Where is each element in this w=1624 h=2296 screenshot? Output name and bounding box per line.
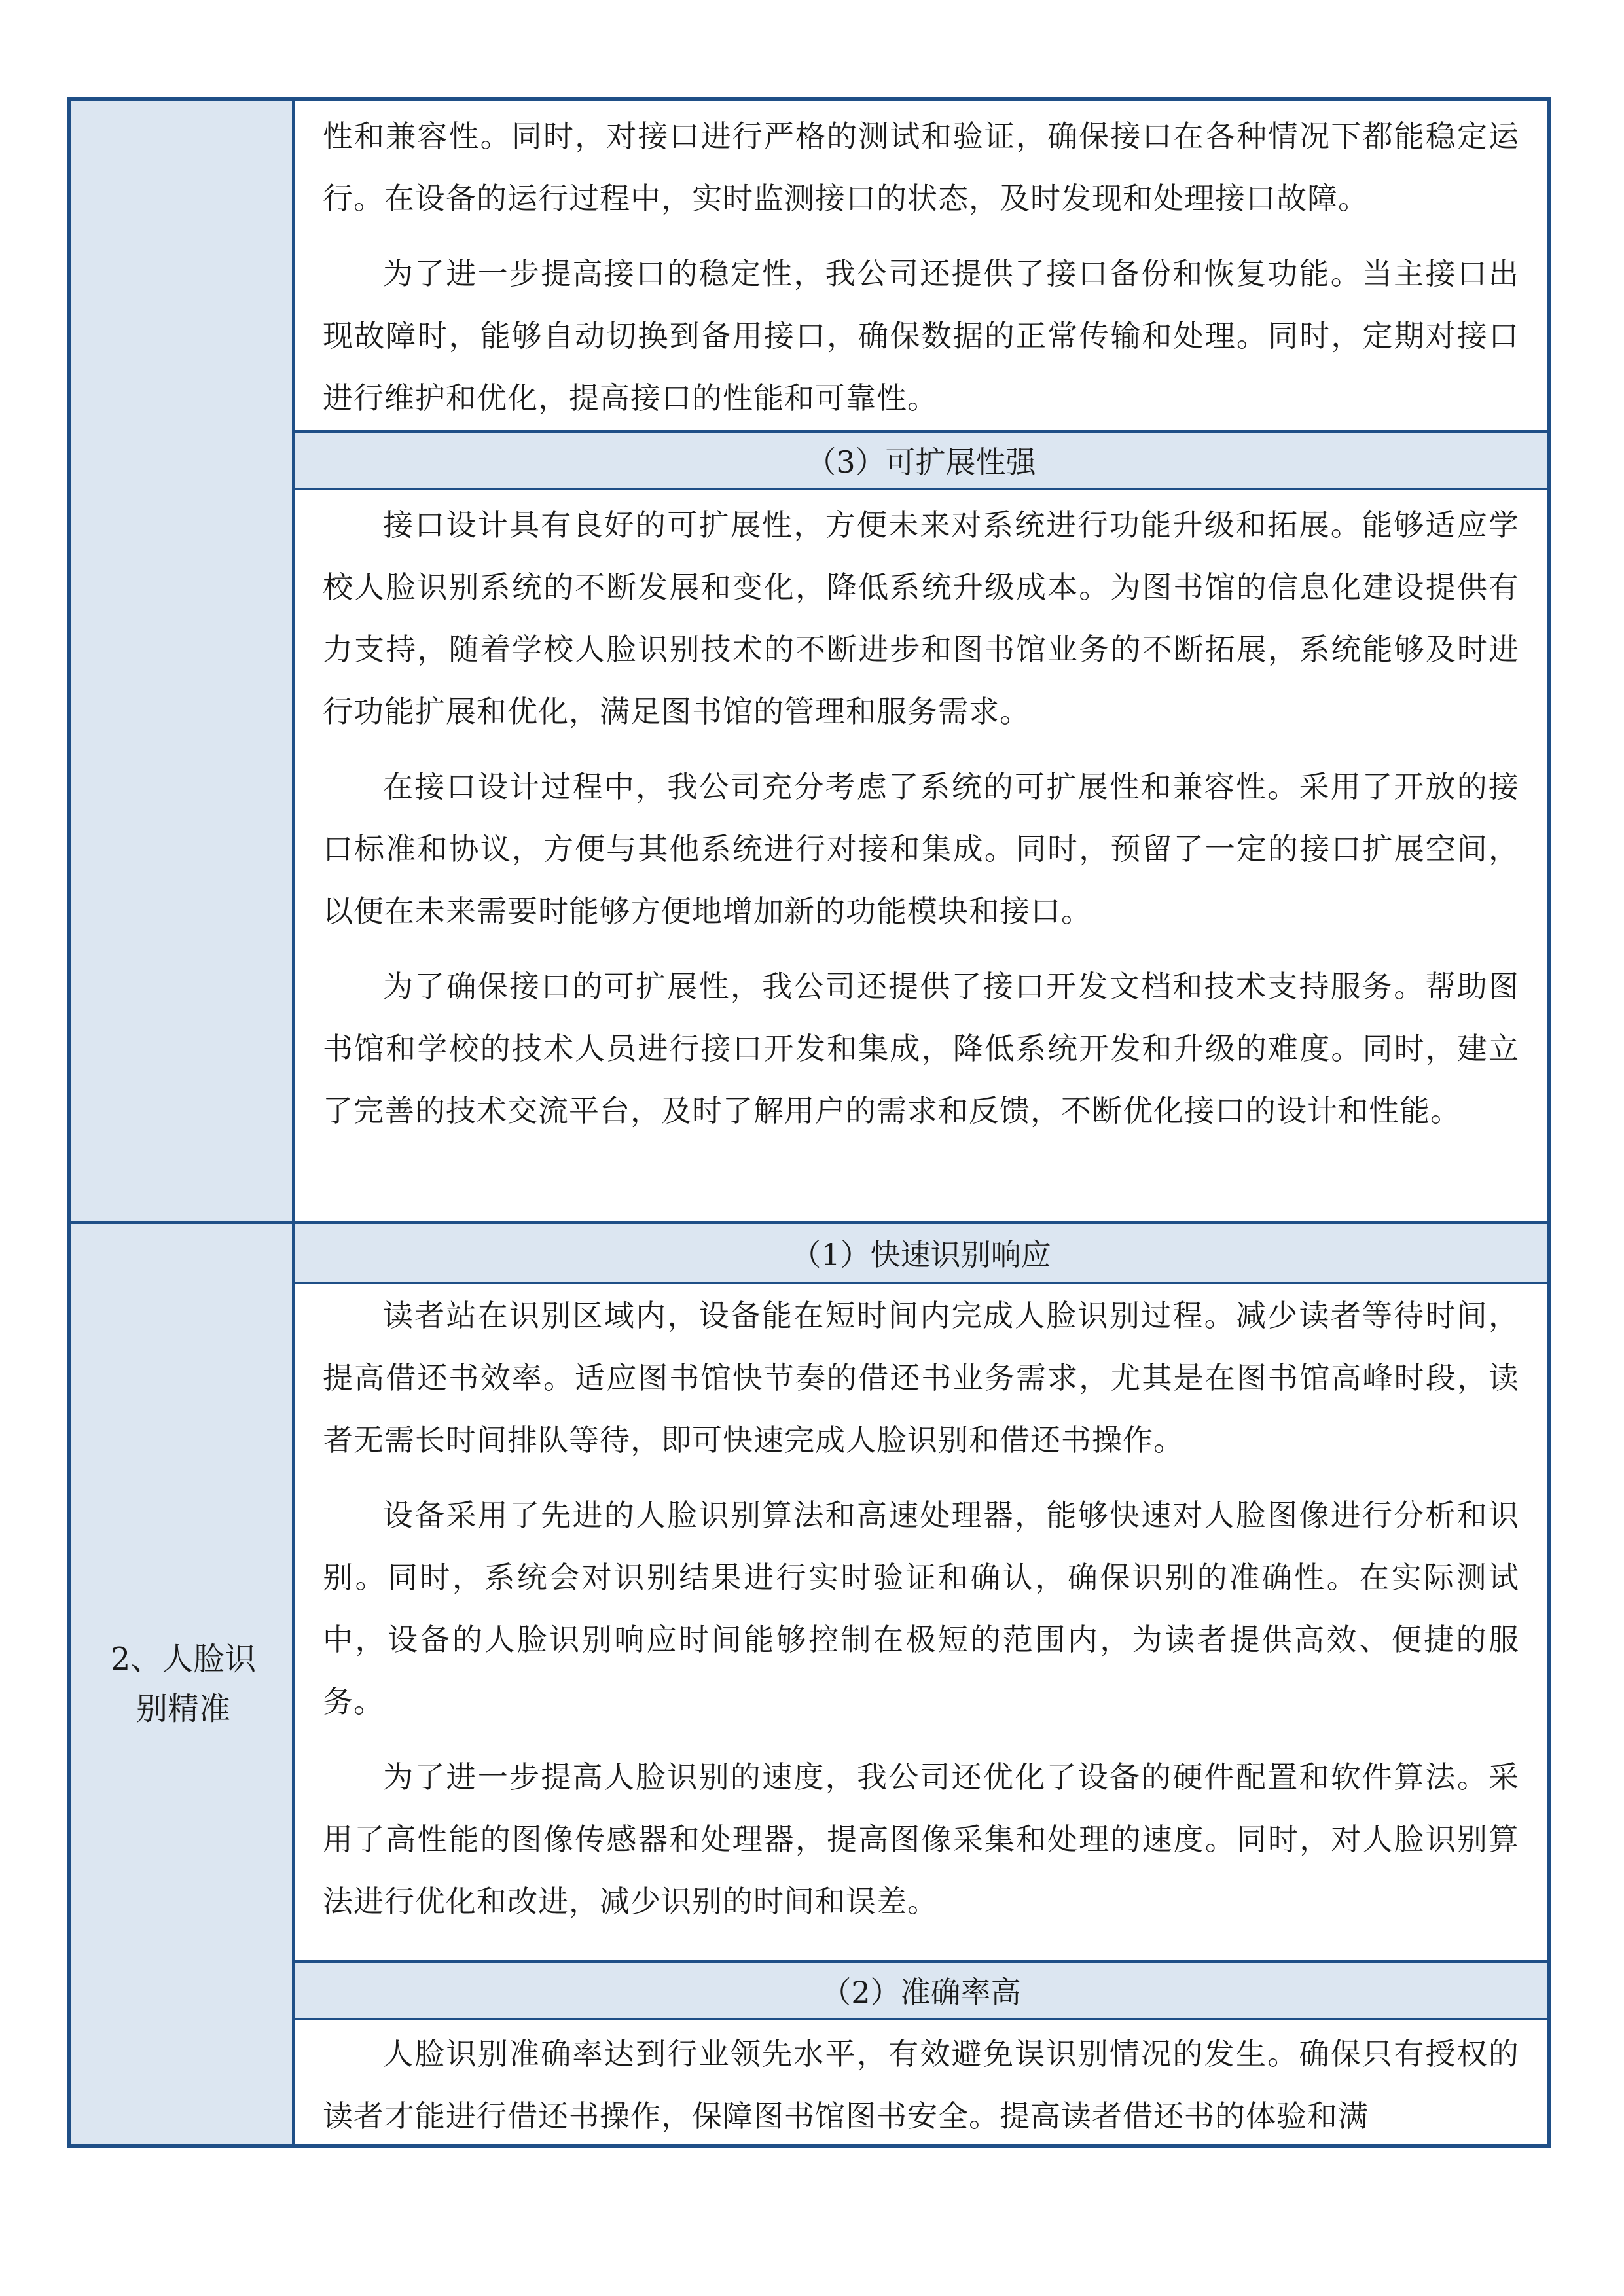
paragraph: 人脸识别准确率达到行业领先水平，有效避免误识别情况的发生。确保只有授权的读者才能进行借还书操作，保障图书馆图书安全。提高读者借还书的体验和满	[323, 2036, 1519, 2134]
subsection-1-content	[295, 1285, 1547, 1946]
paragraph: 性和兼容性。同时，对接口进行严格的测试和验证，确保接口在各种情况下都能稳定运行。在设备的运行过程中，实时监测接口的状态，及时发现和处理接口故障。	[323, 118, 1519, 216]
paragraph: 读者站在识别区域内，设备能在短时间内完成人脸识别过程。减少读者等待时间，提高借还书效率。适应图书馆快节奏的借还书业务需求，尤其是在图书馆高峰时段，读者无需长时间排队等待，即可快速完成人脸识别和借还书操作。	[323, 1298, 1519, 1458]
subsection-header-2: （2）准确率高	[295, 1960, 1547, 2020]
paragraph: 为了确保接口的可扩展性，我公司还提供了接口开发文档和技术支持服务。帮助图书馆和学校的技术人员进行接口开发和集成，降低系统开发和升级的难度。同时，建立了完善的技术交流平台，及时了解用户的需求和反馈，不断优化接口的设计和性能。	[323, 969, 1519, 1128]
paragraph: 接口设计具有良好的可扩展性，方便未来对系统进行功能升级和拓展。能够适应学校人脸识别系统的不断发展和变化，降低系统升级成本。为图书馆的信息化建设提供有力支持，随着学校人脸识别技术的不断进步和图书馆业务的不断拓展，系统能够及时进行功能扩展和优化，满足图书馆的管理和服务需求。	[323, 507, 1519, 729]
paragraph: 为了进一步提高人脸识别的速度，我公司还优化了设备的硬件配置和软件算法。采用了高性能的图像传感器和处理器，提高图像采集和处理的速度。同时，对人脸识别算法进行优化和改进，减少识别的时间和误差。	[323, 1759, 1519, 1919]
subsection-header-1: （1）快速识别响应	[295, 1224, 1547, 1284]
row-label-2: 2、人脸识别精准	[110, 1640, 257, 1727]
content-table	[67, 97, 1551, 2148]
subsection-header-3: （3）可扩展性强	[295, 430, 1547, 490]
section-1-content	[295, 105, 1547, 442]
paragraph: 设备采用了先进的人脸识别算法和高速处理器，能够快速对人脸图像进行分析和识别。同时，系统会对识别结果进行实时验证和确认，确保识别的准确性。在实际测试中，设备的人脸识别响应时间能够控制在极短的范围内，为读者提供高效、便捷的服务。	[323, 1498, 1519, 1719]
paragraph: 为了进一步提高接口的稳定性，我公司还提供了接口备份和恢复功能。当主接口出现故障时，能够自动切换到备用接口，确保数据的正常传输和处理。同时，定期对接口进行维护和优化，提高接口的性能和可靠性。	[323, 256, 1519, 416]
subsection-3-content	[295, 494, 1547, 1155]
paragraph: 在接口设计过程中，我公司充分考虑了系统的可扩展性和兼容性。采用了开放的接口标准和协议，方便与其他系统进行对接和集成。同时，预留了一定的接口扩展空间，以便在未来需要时能够方便地增加新的功能模块和接口。	[323, 769, 1519, 929]
subsection-2-content	[295, 2023, 1547, 2161]
